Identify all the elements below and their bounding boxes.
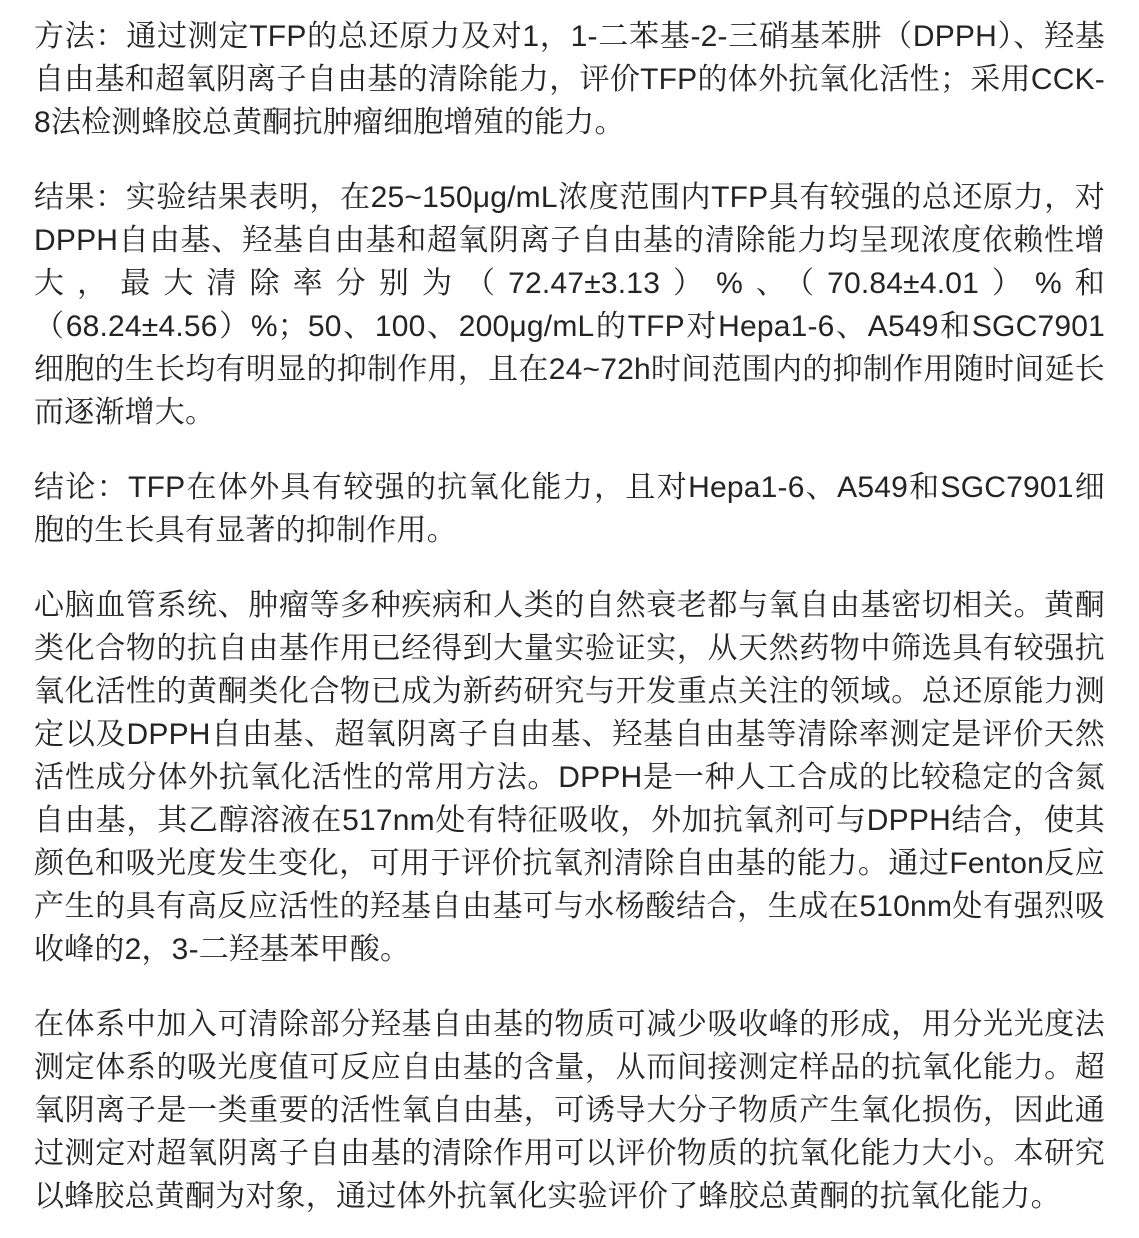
paragraph-results: 结果：实验结果表明，在25~150μg/mL浓度范围内TFP具有较强的总还原力，对DPPH自由基、羟基自由基和超氧阴离子自由基的清除能力均呈现浓度依赖性增大，最大清除率分别为（72.47±3.13）%、（70.84±4.01）%和（68.24±4.56）%；50、100、200μg/mL的TFP对Hepa1-6、A549和SGC7901细胞的生长均有明显的抑制作用，且在24~72h时间范围内的抑制作用随时间延长而逐渐增大。 — [34, 181, 1105, 429]
paragraph-study-aim: 在体系中加入可清除部分羟基自由基的物质可减少吸收峰的形成，用分光光度法测定体系的吸光度值可反应自由基的含量，从而间接测定样品的抗氧化能力。超氧阴离子是一类重要的活性氧自由基，可诱导大分子物质产生氧化损伤，因此通过测定对超氧阴离子自由基的清除作用可以评价物质的抗氧化能力大小。本研究以蜂胶总黄酮为对象，通过体外抗氧化实验评价了蜂胶总黄酮的抗氧化能力。 — [34, 1008, 1105, 1213]
paragraph-methods: 方法：通过测定TFP的总还原力及对1，1-二苯基-2-三硝基苯肼（DPPH）、羟基自由基和超氧阴离子自由基的清除能力，评价TFP的体外抗氧化活性；采用CCK-8法检测蜂胶总黄酮抗肿瘤细胞增殖的能力。 — [34, 20, 1105, 139]
paragraph-conclusion: 结论：TFP在体外具有较强的抗氧化能力，且对Hepa1-6、A549和SGC7901细胞的生长具有显著的抑制作用。 — [34, 471, 1105, 547]
abstract-text-block — [34, 15, 1105, 1218]
paragraph-background: 心脑血管系统、肿瘤等多种疾病和人类的自然衰老都与氧自由基密切相关。黄酮类化合物的抗自由基作用已经得到大量实验证实，从天然药物中筛选具有较强抗氧化活性的黄酮类化合物已成为新药研究与开发重点关注的领域。总还原能力测定以及DPPH自由基、超氧阴离子自由基、羟基自由基等清除率测定是评价天然活性成分体外抗氧化活性的常用方法。DPPH是一种人工合成的比较稳定的含氮自由基，其乙醇溶液在517nm处有特征吸收，外加抗氧剂可与DPPH结合，使其颜色和吸光度发生变化，可用于评价抗氧剂清除自由基的能力。通过Fenton反应产生的具有高反应活性的羟基自由基可与水杨酸结合，生成在510nm处有强烈吸收峰的2，3-二羟基苯甲酸。 — [34, 589, 1105, 966]
